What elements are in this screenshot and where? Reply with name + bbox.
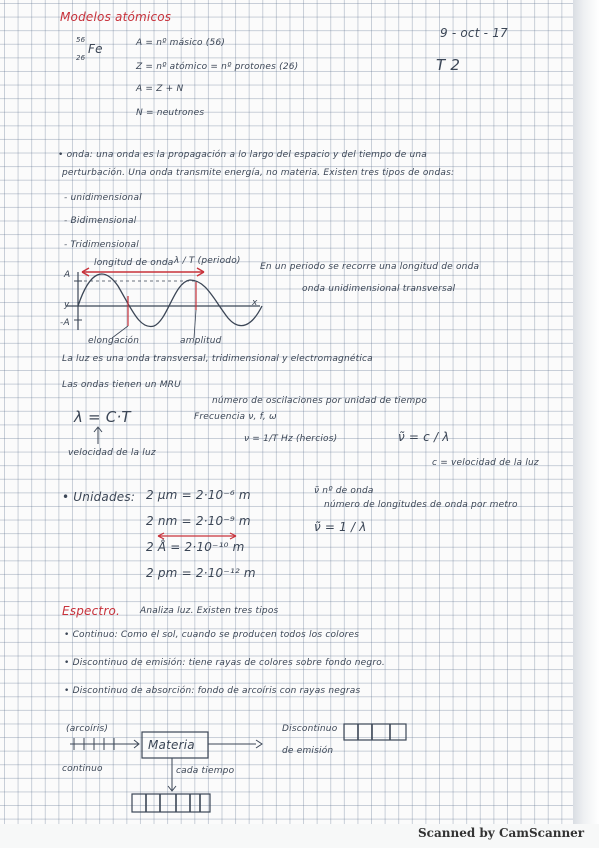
unit-row-pm: 2 pm = 2·10⁻¹² m (146, 566, 256, 580)
period-note: En un periodo se recorre una longitud de onda (260, 262, 480, 272)
mass-number: 56 (76, 36, 86, 44)
atomic-number-def: Z = nº atómico = nº protones (26) (136, 62, 299, 72)
onda-type-2: - Bidimensional (64, 216, 137, 226)
axis-x-label: x (252, 298, 258, 308)
velocidad-label: velocidad de la luz (68, 448, 156, 458)
wavelength-label: longitud de onda (94, 258, 174, 268)
amplitud-label: amplitud (180, 336, 222, 346)
lambda-period-label: λ / T (periodo) (174, 256, 241, 266)
atomic-number: 26 (76, 54, 86, 62)
frequency-note: número de oscilaciones por unidad de tiempo (212, 396, 428, 406)
discontinuo-label-1: Discontinuo (282, 724, 338, 734)
c-note: c = velocidad de la luz (432, 458, 539, 468)
materia-label: Materia (148, 738, 195, 752)
wavenumber-def-2: número de longitudes de onda por metro (324, 500, 518, 510)
frecuencia-label: Frecuencia ν, f, ω (194, 412, 277, 422)
espectro-item-continuo: • Continuo: Como el sol, cuando se producen todos los colores (64, 630, 360, 640)
mass-number-def: A = nº másico (56) (136, 38, 226, 48)
absorption-strip (132, 794, 210, 812)
luz-line-2: Las ondas tienen un MRU (62, 380, 181, 390)
onda-type-1: - unidimensional (64, 193, 142, 203)
arcoiris-label: (arcoíris) (66, 724, 109, 734)
date-label: 9 - oct - 17 (440, 26, 508, 40)
unit-row-nm: 2 nm = 2·10⁻⁹ m (146, 514, 251, 528)
topic-label: T 2 (436, 56, 461, 74)
espectro-title: Espectro. (62, 604, 121, 618)
wave-curve (78, 274, 262, 326)
tiempo-label: cada tiempo (176, 766, 235, 776)
onda-type-3: - Tridimensional (64, 240, 139, 250)
axis-y-label: y (64, 300, 70, 310)
nu-formula: ν = 1/T Hz (hercios) (244, 434, 338, 444)
unit-row-um: 2 μm = 2·10⁻⁶ m (146, 488, 251, 502)
espectro-item-absorcion: • Discontinuo de absorción: fondo de arcoíris con rayas negras (64, 686, 361, 696)
axis-minus-a-label: -A (60, 318, 70, 328)
lambda-ct: λ = C·T (74, 408, 131, 426)
onda-def-line-2: perturbación. Una onda transmite energía, no materia. Existen tres tipos de ondas: (62, 168, 455, 178)
neutron-def: N = neutrones (136, 108, 205, 118)
wavenumber-formula: ν̃ = 1 / λ (314, 520, 367, 534)
continuo-label: continuo (62, 764, 103, 774)
espectro-intro: Analiza luz. Existen tres tipos (140, 606, 279, 616)
a-equals-z-n: A = Z + N (136, 84, 184, 94)
nu-tilde-formula: ν̃ = c / λ (398, 430, 450, 444)
emission-strip (344, 724, 406, 740)
axis-a-label: A (64, 270, 71, 280)
scanner-watermark: Scanned by CamScanner (418, 826, 585, 840)
espectro-item-emision: • Discontinuo de emisión: tiene rayas de colores sobre fondo negro. (64, 658, 385, 668)
discontinuo-label-2: de emisión (282, 746, 334, 756)
element-symbol: Fe (88, 42, 103, 56)
unidades-label: • Unidades: (62, 490, 136, 504)
elongacion-label: elongación (88, 336, 140, 346)
luz-line-1: La luz es una onda transversal, tridimensional y electromagnética (62, 354, 373, 364)
transversal-note: onda unidimensional transversal (302, 284, 456, 294)
page-title: Modelos atómicos (60, 10, 172, 24)
wavenumber-def-1: ν̃ nº de onda (314, 486, 374, 496)
unit-row-angstrom: 2 Å = 2·10⁻¹⁰ m (146, 540, 245, 554)
onda-def-line-1: • onda: una onda es la propagación a lo largo del espacio y del tiempo de una (58, 150, 428, 160)
